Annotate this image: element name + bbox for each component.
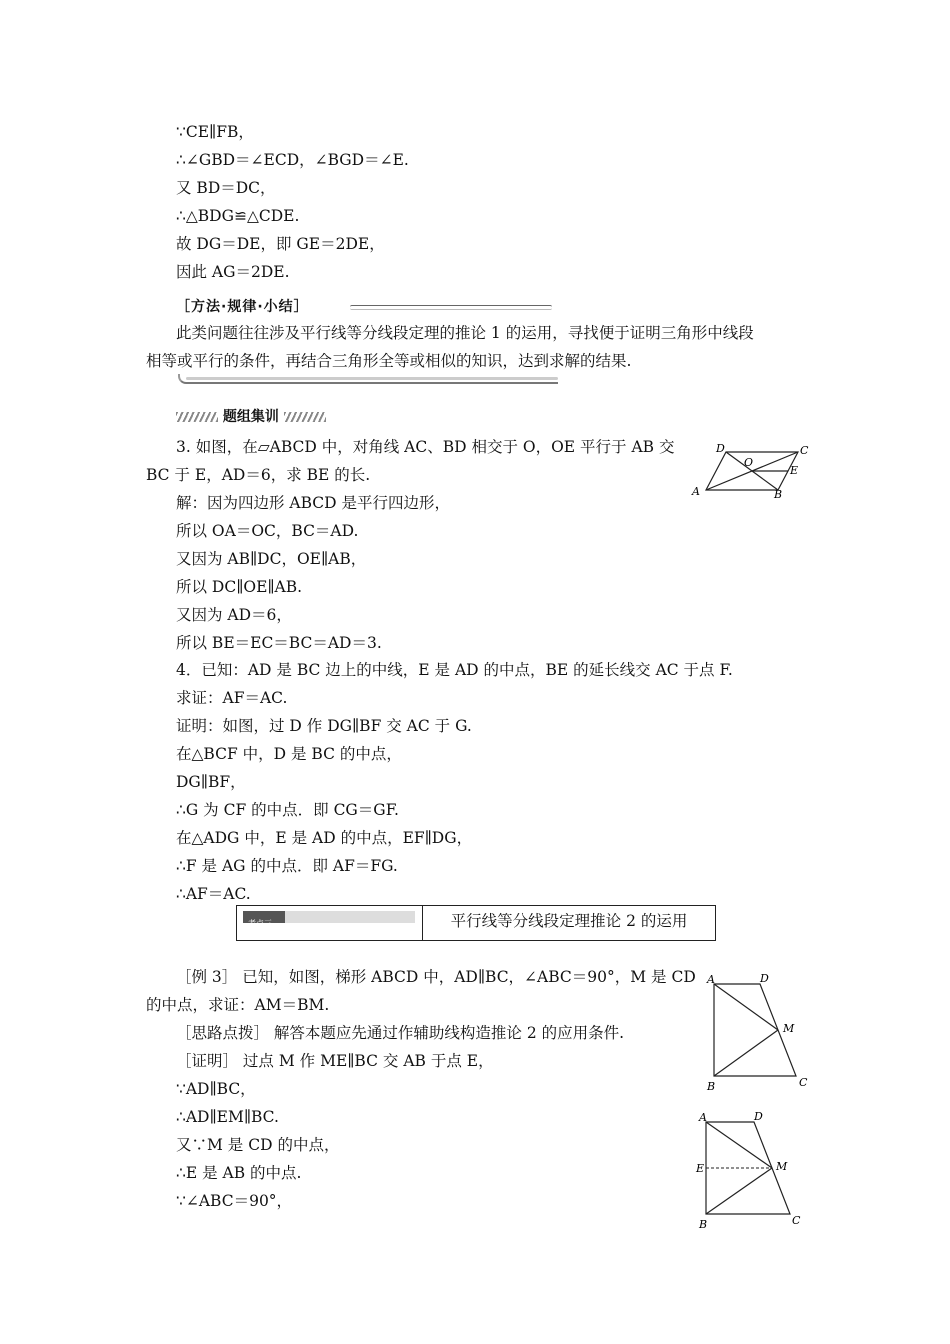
- label-a: A: [707, 973, 715, 986]
- label-b: B: [774, 488, 783, 501]
- parallelogram-figure: [688, 440, 812, 502]
- proof-line: 求证：AF＝AC.: [176, 689, 288, 707]
- proof-line: ∴AF＝AC.: [176, 885, 251, 903]
- method-text: 相等或平行的条件，再结合三角形全等或相似的知识，达到求解的结果.: [146, 352, 632, 370]
- proof-line: 证明：如图，过 D 作 DG∥BF 交 AC 于 G.: [176, 717, 472, 735]
- method-text: 此类问题往往涉及平行线等分线段定理的推论 1 的运用，寻找便于证明三角形中线段: [176, 324, 754, 342]
- proof-line: 故 DG＝DE，即 GE＝2DE，: [176, 235, 385, 253]
- label-e: E: [696, 1162, 705, 1175]
- question-4-text: 4．已知：AD 是 BC 边上的中线，E 是 AD 的中点，BE 的延长线交 AC 于点 F.: [176, 661, 733, 679]
- group-title: [176, 406, 326, 430]
- proof-line: 在△BCF 中，D 是 BC 的中点，: [176, 745, 402, 763]
- proof-line: 在△ADG 中，E 是 AD 的中点，EF∥DG，: [176, 829, 473, 847]
- method-footer-rule: [178, 374, 558, 384]
- label-c: C: [800, 444, 809, 457]
- heading-rule: [350, 305, 552, 310]
- label-m: M: [776, 1160, 788, 1173]
- proof-line: ∴∠GBD＝∠ECD，∠BGD＝∠E.: [176, 151, 409, 169]
- label-b: B: [699, 1218, 708, 1231]
- section-tag: [243, 911, 415, 928]
- label-o: O: [744, 456, 754, 469]
- section-tag-cell: [237, 906, 423, 940]
- question-3-text: BC 于 E，AD＝6，求 BE 的长.: [146, 466, 371, 484]
- solution-line: 所以 BE＝EC＝BC＝AD＝3.: [176, 634, 382, 652]
- hint-text: ［思路点拨］ 解答本题应先通过作辅助线构造推论 2 的应用条件.: [176, 1024, 625, 1042]
- group-title-label: 题组集训: [222, 409, 279, 425]
- proof-line: ∵∠ABC＝90°，: [176, 1192, 293, 1210]
- proof-line: ［证明］ 过点 M 作 ME∥BC 交 AB 于点 E，: [176, 1052, 494, 1070]
- trapezoid-figure-with-midline: [692, 1108, 812, 1232]
- solution-line: 所以 DC∥OE∥AB.: [176, 578, 303, 596]
- proof-line: ∵CE∥FB，: [176, 123, 254, 141]
- example-3-text: 的中点，求证：AM＝BM.: [146, 996, 330, 1014]
- proof-line: ∴E 是 AB 的中点.: [176, 1164, 302, 1182]
- method-heading-label: ［方法·规律·小结］: [176, 299, 309, 315]
- hatch-decoration: [176, 412, 218, 422]
- label-a: A: [699, 1111, 707, 1124]
- trapezoid-figure: [700, 970, 815, 1094]
- solution-line: 所以 OA＝OC，BC＝AD.: [176, 522, 359, 540]
- section-tag-label: 考点三: [248, 919, 272, 928]
- label-c: C: [792, 1214, 801, 1227]
- proof-line: ∴F 是 AG 的中点．即 AF＝FG.: [176, 857, 398, 875]
- solution-line: 解：因为四边形 ABCD 是平行四边形，: [176, 494, 451, 512]
- solution-line: 又因为 AD＝6，: [176, 606, 292, 624]
- hatch-decoration: [284, 412, 326, 422]
- proof-line: 又 BD＝DC，: [176, 179, 276, 197]
- label-d: D: [760, 972, 769, 985]
- proof-line: ∵AD∥BC，: [176, 1080, 256, 1098]
- proof-line: ∴G 为 CF 的中点．即 CG＝GF.: [176, 801, 399, 819]
- label-a: A: [692, 485, 700, 498]
- label-c: C: [799, 1076, 808, 1089]
- section-header-box: [236, 905, 716, 941]
- method-summary-heading: [146, 294, 552, 318]
- proof-line: ∴△BDG≌△CDE.: [176, 207, 300, 225]
- label-m: M: [783, 1022, 795, 1035]
- proof-line: ∴AD∥EM∥BC.: [176, 1108, 279, 1126]
- section-title: 平行线等分线段定理推论 2 的运用: [450, 912, 688, 930]
- proof-line: 因此 AG＝2DE.: [176, 263, 290, 281]
- label-e: E: [790, 464, 799, 477]
- question-3-text: 3. 如图，在▱ABCD 中，对角线 AC、BD 相交于 O，OE 平行于 AB 交: [176, 438, 675, 456]
- proof-line: DG∥BF，: [176, 773, 246, 791]
- label-d: D: [716, 442, 725, 455]
- proof-line: 又∵M 是 CD 的中点，: [176, 1136, 340, 1154]
- label-d: D: [754, 1110, 763, 1123]
- label-b: B: [707, 1080, 716, 1093]
- example-3-text: ［例 3］ 已知，如图，梯形 ABCD 中，AD∥BC，∠ABC＝90°，M 是 CD: [176, 968, 696, 986]
- solution-line: 又因为 AB∥DC，OE∥AB，: [176, 550, 367, 568]
